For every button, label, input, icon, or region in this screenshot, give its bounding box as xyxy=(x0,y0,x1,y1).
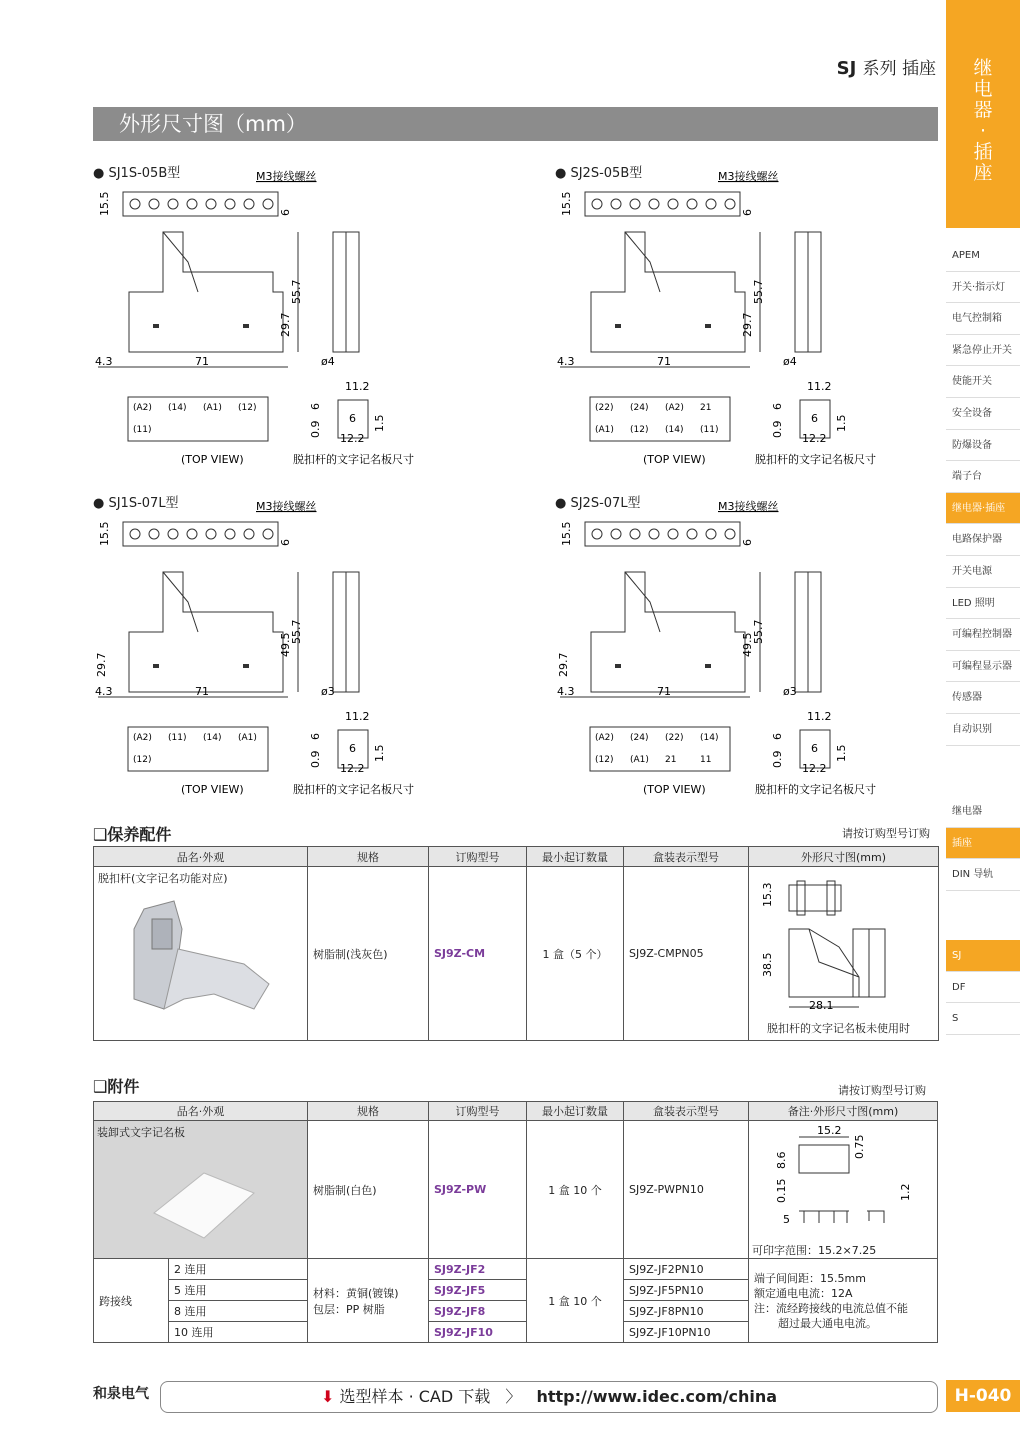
dim-h1: 55.7 xyxy=(752,279,765,304)
footer-link-text: 选型样本 · CAD 下载 xyxy=(339,1387,491,1406)
product-name: 脱扣杆(文字记名功能对应) xyxy=(98,872,228,885)
sidebar-item[interactable]: DIN 导轨 xyxy=(946,859,1020,891)
jumper-code: SJ9Z-JF8 xyxy=(429,1301,527,1322)
maintenance-order-note: 请按订购型号订购 xyxy=(842,827,930,840)
socket-dimension-svg xyxy=(93,490,533,800)
pin-label: (11) xyxy=(700,425,719,435)
top-view-label: (TOP VIEW) xyxy=(181,783,244,796)
footer-url[interactable]: http://www.idec.com/china xyxy=(536,1387,777,1406)
model-label: ● SJ2S-07L型 xyxy=(555,496,641,511)
jumper-note: 端子间间距：15.5mm xyxy=(754,1271,866,1285)
sidebar-item[interactable]: 端子台 xyxy=(946,461,1020,493)
download-icon: ⬇ xyxy=(320,1387,335,1406)
dim-a: 15.3 xyxy=(761,882,774,907)
sidebar-item[interactable]: 安全设备 xyxy=(946,398,1020,430)
terminal-screw-icon xyxy=(149,529,159,539)
sidebar-series-nav xyxy=(946,940,1020,1035)
dim-width: 71 xyxy=(657,685,671,698)
terminal-screw-icon xyxy=(187,199,197,209)
dim-side: 6 xyxy=(279,209,292,216)
dim-h1: 55.7 xyxy=(752,619,765,644)
plate-d3: 0.75 xyxy=(853,1134,866,1159)
pin-label: (A2) xyxy=(133,403,152,413)
terminal-screw-icon xyxy=(168,529,178,539)
plate-d1: 15.2 xyxy=(817,1124,842,1137)
terminal-screw-icon xyxy=(687,199,697,209)
terminal-screw-icon xyxy=(668,529,678,539)
socket-front-view xyxy=(591,232,745,352)
lever-outline xyxy=(625,572,660,632)
dim-p09: 0.9 xyxy=(309,420,322,438)
dim-p6: 6 xyxy=(309,733,322,740)
dim-p6b: 6 xyxy=(349,412,356,425)
jumper-note: 超过最大通电电流。 xyxy=(778,1316,877,1330)
model-label: ● SJ1S-05B型 xyxy=(93,166,181,181)
dim-plate-w: 11.2 xyxy=(807,380,832,393)
col-header: 盒装表示型号 xyxy=(624,847,749,867)
plate-caption: 脱扣杆的文字记名板尺寸 xyxy=(755,453,876,466)
pin-label: (A2) xyxy=(665,403,684,413)
sidebar-item[interactable]: 电气控制箱 xyxy=(946,303,1020,335)
model-label: ● SJ1S-07L型 xyxy=(93,496,179,511)
terminal-screw-icon xyxy=(149,199,159,209)
socket-drawing xyxy=(93,490,533,800)
col-header: 盒装表示型号 xyxy=(624,1102,749,1121)
terminal-screw-icon xyxy=(668,199,678,209)
terminal-screw-icon xyxy=(244,529,254,539)
dim-width: 71 xyxy=(657,355,671,368)
plate-d2: 8.6 xyxy=(775,1151,788,1169)
terminal-screw-icon xyxy=(725,529,735,539)
jumper-spec-line: 材料：黄铜(镀镍) xyxy=(313,1286,399,1300)
socket-front-view xyxy=(591,572,745,692)
dim-p6: 6 xyxy=(771,733,784,740)
lever-outline xyxy=(625,232,660,292)
screw-label: M3接线螺丝 xyxy=(718,500,779,513)
dim-top: 15.5 xyxy=(560,191,573,216)
plate-box-code: SJ9Z-PWPN10 xyxy=(624,1121,749,1259)
terminal-screw-icon xyxy=(187,529,197,539)
pin-label: (A2) xyxy=(133,733,152,743)
footer-logo: 和泉电气 xyxy=(93,1386,149,1402)
col-header: 规格 xyxy=(308,1102,429,1121)
sidebar-category: 继 电 器 · 插 座 xyxy=(946,0,1020,228)
series-title: SJ 系列 插座 xyxy=(836,58,936,79)
socket-dimension-svg xyxy=(555,490,995,800)
terminal-screw-icon xyxy=(725,199,735,209)
plate-spec: 树脂制(白色) xyxy=(308,1121,429,1259)
dim-side: 6 xyxy=(279,539,292,546)
plate-cell xyxy=(94,1121,308,1259)
slot-mark xyxy=(615,664,621,668)
sidebar-item[interactable]: 传感器 xyxy=(946,682,1020,714)
min-qty: 1 盒（5 个） xyxy=(527,867,624,1041)
dim-width: 71 xyxy=(195,685,209,698)
section-title: 外形尺寸图（mm） xyxy=(93,107,938,141)
dim-p09: 0.9 xyxy=(771,750,784,768)
terminal-screw-icon xyxy=(649,199,659,209)
jumper-box-code: SJ9Z-JF2PN10 xyxy=(624,1259,749,1280)
terminal-screw-icon xyxy=(130,199,140,209)
dim-p6b: 6 xyxy=(811,742,818,755)
jumper-notes xyxy=(749,1259,938,1343)
dim-top: 15.5 xyxy=(560,521,573,546)
dim-p15: 1.5 xyxy=(835,744,848,762)
slot-mark xyxy=(705,324,711,328)
top-view-strip xyxy=(123,192,278,216)
dim-dia: ø3 xyxy=(321,685,335,698)
terminal-screw-icon xyxy=(706,199,716,209)
slot-mark xyxy=(615,324,621,328)
pin-label: 11 xyxy=(700,755,712,765)
dim-p09: 0.9 xyxy=(771,420,784,438)
terminal-screw-icon xyxy=(206,529,216,539)
plate-image xyxy=(94,1143,304,1253)
pin-label: (A1) xyxy=(203,403,222,413)
jumper-code: SJ9Z-JF10 xyxy=(429,1322,527,1343)
sidebar-subnav xyxy=(946,796,1020,891)
lever-dimension-drawing xyxy=(749,867,937,1017)
dim-p6b: 6 xyxy=(349,742,356,755)
terminal-screw-icon xyxy=(706,529,716,539)
terminal-screw-icon xyxy=(130,529,140,539)
jumper-type: 5 连用 xyxy=(169,1280,308,1301)
socket-drawing xyxy=(555,160,995,470)
pin-label: (24) xyxy=(630,733,649,743)
plate-code: SJ9Z-PW xyxy=(429,1121,527,1259)
sidebar-item[interactable]: 开关电源 xyxy=(946,556,1020,588)
accessories-order-note: 请按订购型号订购 xyxy=(838,1084,926,1097)
pin-label: (A1) xyxy=(238,733,257,743)
product-cell xyxy=(94,867,308,1041)
jumper-code: SJ9Z-JF2 xyxy=(429,1259,527,1280)
accessories-table xyxy=(93,1101,938,1343)
sidebar-item[interactable]: 电路保护器 xyxy=(946,524,1020,556)
sidebar-item[interactable]: 可编程控制器 xyxy=(946,619,1020,651)
top-view-label: (TOP VIEW) xyxy=(643,453,706,466)
plate-min-qty: 1 盒 10 个 xyxy=(527,1121,624,1259)
jumper-type: 8 连用 xyxy=(169,1301,308,1322)
plate-d5: 1.2 xyxy=(899,1183,912,1201)
sidebar-item[interactable]: 可编程显示器 xyxy=(946,651,1020,683)
terminal-screw-icon xyxy=(611,529,621,539)
sidebar-item[interactable]: DF xyxy=(946,972,1020,1004)
dim-plate-w: 11.2 xyxy=(345,380,370,393)
terminal-screw-icon xyxy=(206,199,216,209)
pin-label: (14) xyxy=(700,733,719,743)
col-header: 品名·外观 xyxy=(94,847,308,867)
socket-front-view xyxy=(129,232,283,352)
jumper-type: 10 连用 xyxy=(169,1322,308,1343)
dim-plate-h: 12.2 xyxy=(340,432,365,445)
plate-note: 可印字范围：15.2×7.25 xyxy=(752,1244,877,1257)
dim-top: 15.5 xyxy=(98,191,111,216)
maintenance-title: ❑保养配件 xyxy=(93,825,172,844)
plate-caption: 脱扣杆的文字记名板尺寸 xyxy=(293,453,414,466)
sidebar-item[interactable]: APEM xyxy=(946,240,1020,272)
screw-label: M3接线螺丝 xyxy=(256,170,317,183)
terminal-screw-icon xyxy=(225,529,235,539)
jumper-note: 额定通电电流：12A xyxy=(754,1286,853,1300)
dim-left: 4.3 xyxy=(95,355,113,368)
terminal-screw-icon xyxy=(630,529,640,539)
top-view-strip xyxy=(123,522,278,546)
dim-width: 71 xyxy=(195,355,209,368)
terminal-screw-icon xyxy=(263,529,273,539)
dim-side: 6 xyxy=(741,539,754,546)
plate-d4: 0.15 xyxy=(775,1178,788,1203)
dim-plate-h: 12.2 xyxy=(802,762,827,775)
top-view-strip xyxy=(585,522,740,546)
sidebar-item[interactable]: 防爆设备 xyxy=(946,430,1020,462)
dim-h1: 55.7 xyxy=(290,279,303,304)
dim-h2: 29.7 xyxy=(279,312,292,337)
pin-label: (14) xyxy=(665,425,684,435)
pin-label: (11) xyxy=(133,425,152,435)
dim-b: 38.5 xyxy=(761,952,774,977)
col-header: 订购型号 xyxy=(429,847,527,867)
dim-left: 4.3 xyxy=(95,685,113,698)
dim-c: 28.1 xyxy=(809,999,834,1012)
top-view-label: (TOP VIEW) xyxy=(181,453,244,466)
pin-label: 21 xyxy=(700,403,712,413)
top-view-strip xyxy=(585,192,740,216)
pin-label: (A1) xyxy=(630,755,649,765)
plate-dimension-drawing xyxy=(749,1121,937,1239)
box-code: SJ9Z-CMPN05 xyxy=(624,867,749,1041)
sidebar-item[interactable]: LED 照明 xyxy=(946,588,1020,620)
terminal-screw-icon xyxy=(611,199,621,209)
socket-front-view xyxy=(129,572,283,692)
lever-outline xyxy=(163,572,198,632)
terminal-screw-icon xyxy=(244,199,254,209)
order-code: SJ9Z-CM xyxy=(429,867,527,1041)
col-header: 备注·外形尺寸图(mm) xyxy=(749,1102,938,1121)
release-lever-image xyxy=(94,889,304,1029)
jumper-box-code: SJ9Z-JF5PN10 xyxy=(624,1280,749,1301)
sidebar-item[interactable]: 自动识别 xyxy=(946,714,1020,746)
dim-p6b: 6 xyxy=(811,412,818,425)
dim-side: 6 xyxy=(741,209,754,216)
jumper-name: 跨接线 xyxy=(94,1259,169,1343)
col-header: 规格 xyxy=(308,847,429,867)
col-header: 最小起订数量 xyxy=(527,847,624,867)
dim-h2: 29.7 xyxy=(557,652,570,677)
sidebar-item[interactable]: 使能开关 xyxy=(946,366,1020,398)
dim-h3: 49.5 xyxy=(741,632,754,657)
dim-h3: 49.5 xyxy=(279,632,292,657)
col-header: 外形尺寸图(mm) xyxy=(749,847,939,867)
plate-drawing-cell xyxy=(749,1121,938,1259)
dim-h2: 29.7 xyxy=(741,312,754,337)
slot-mark xyxy=(153,324,159,328)
pin-label: 21 xyxy=(665,755,677,765)
pin-label: (24) xyxy=(630,403,649,413)
jumper-box-code: SJ9Z-JF10PN10 xyxy=(624,1322,749,1343)
footer-download-link[interactable] xyxy=(160,1381,938,1413)
dim-dia: ø4 xyxy=(783,355,797,368)
terminal-screw-icon xyxy=(687,529,697,539)
socket-dimension-svg xyxy=(93,160,533,470)
jumper-spec-line: 包层：PP 树脂 xyxy=(313,1302,385,1316)
col-header: 订购型号 xyxy=(429,1102,527,1121)
dim-plate-w: 11.2 xyxy=(807,710,832,723)
plate-caption: 脱扣杆的文字记名板尺寸 xyxy=(755,783,876,796)
sidebar-item[interactable]: SJ xyxy=(946,940,1020,972)
terminal-screw-icon xyxy=(630,199,640,209)
pin-label: (A1) xyxy=(595,425,614,435)
spec-cell: 树脂制(浅灰色) xyxy=(308,867,429,1041)
socket-dimension-svg xyxy=(555,160,995,470)
slot-mark xyxy=(153,664,159,668)
sidebar-item[interactable]: 继电器 xyxy=(946,796,1020,828)
dim-plate-h: 12.2 xyxy=(340,762,365,775)
page-number: H-040 xyxy=(946,1380,1020,1412)
slot-mark xyxy=(705,664,711,668)
jumper-box-code: SJ9Z-JF8PN10 xyxy=(624,1301,749,1322)
sidebar-item[interactable]: S xyxy=(946,1003,1020,1035)
pin-label: (12) xyxy=(595,755,614,765)
slot-mark xyxy=(243,324,249,328)
lever-drawing-cell xyxy=(749,867,939,1041)
col-header: 最小起订数量 xyxy=(527,1102,624,1121)
terminal-screw-icon xyxy=(168,199,178,209)
dim-left: 4.3 xyxy=(557,685,575,698)
terminal-screw-icon xyxy=(263,199,273,209)
terminal-screw-icon xyxy=(592,199,602,209)
screw-label: M3接线螺丝 xyxy=(718,170,779,183)
jumper-note: 注：流经跨接线的电流总值不能 xyxy=(754,1301,908,1315)
dim-left: 4.3 xyxy=(557,355,575,368)
col-header: 品名·外观 xyxy=(94,1102,308,1121)
pin-label: (22) xyxy=(665,733,684,743)
terminal-screw-icon xyxy=(592,529,602,539)
pin-label: (12) xyxy=(630,425,649,435)
socket-drawing xyxy=(93,160,533,470)
pin-label: (12) xyxy=(133,755,152,765)
model-label: ● SJ2S-05B型 xyxy=(555,166,643,181)
dim-p6: 6 xyxy=(309,403,322,410)
pin-label: (14) xyxy=(203,733,222,743)
dim-p15: 1.5 xyxy=(373,414,386,432)
jumper-spec xyxy=(308,1259,429,1343)
sidebar-item[interactable]: 开关·指示灯 xyxy=(946,272,1020,304)
pin-label: (22) xyxy=(595,403,614,413)
dim-p09: 0.9 xyxy=(309,750,322,768)
socket-drawing xyxy=(555,490,995,800)
dim-p6: 6 xyxy=(771,403,784,410)
screw-label: M3接线螺丝 xyxy=(256,500,317,513)
dim-plate-w: 11.2 xyxy=(345,710,370,723)
slot-mark xyxy=(243,664,249,668)
dim-p15: 1.5 xyxy=(835,414,848,432)
jumper-code: SJ9Z-JF5 xyxy=(429,1280,527,1301)
pin-label: (14) xyxy=(168,403,187,413)
dim-dia: ø4 xyxy=(321,355,335,368)
plate-caption: 脱扣杆的文字记名板尺寸 xyxy=(293,783,414,796)
maintenance-table xyxy=(93,846,939,1041)
plate-name: 装卸式文字记名板 xyxy=(97,1126,185,1139)
jumper-min-qty: 1 盒 10 个 xyxy=(527,1259,624,1343)
accessories-title: ❑附件 xyxy=(93,1077,140,1096)
dim-dia: ø3 xyxy=(783,685,797,698)
sidebar-item[interactable]: 继电器·插座 xyxy=(946,493,1020,525)
terminal-screw-icon xyxy=(649,529,659,539)
sidebar-item[interactable]: 插座 xyxy=(946,828,1020,860)
dim-plate-h: 12.2 xyxy=(802,432,827,445)
dim-p15: 1.5 xyxy=(373,744,386,762)
pin-label: (A2) xyxy=(595,733,614,743)
plate-d6: 5 xyxy=(783,1213,790,1226)
pin-label: (12) xyxy=(238,403,257,413)
terminal-screw-icon xyxy=(225,199,235,209)
dim-h2: 29.7 xyxy=(95,652,108,677)
pin-label: (11) xyxy=(168,733,187,743)
dim-top: 15.5 xyxy=(98,521,111,546)
dim-h1: 55.7 xyxy=(290,619,303,644)
sidebar-item[interactable]: 紧急停止开关 xyxy=(946,335,1020,367)
jumper-type: 2 连用 xyxy=(169,1259,308,1280)
lever-note: 脱扣杆的文字记名板未使用时 xyxy=(767,1022,910,1035)
chevron-right-icon: 〉 xyxy=(505,1387,522,1406)
top-view-label: (TOP VIEW) xyxy=(643,783,706,796)
lever-outline xyxy=(163,232,198,292)
